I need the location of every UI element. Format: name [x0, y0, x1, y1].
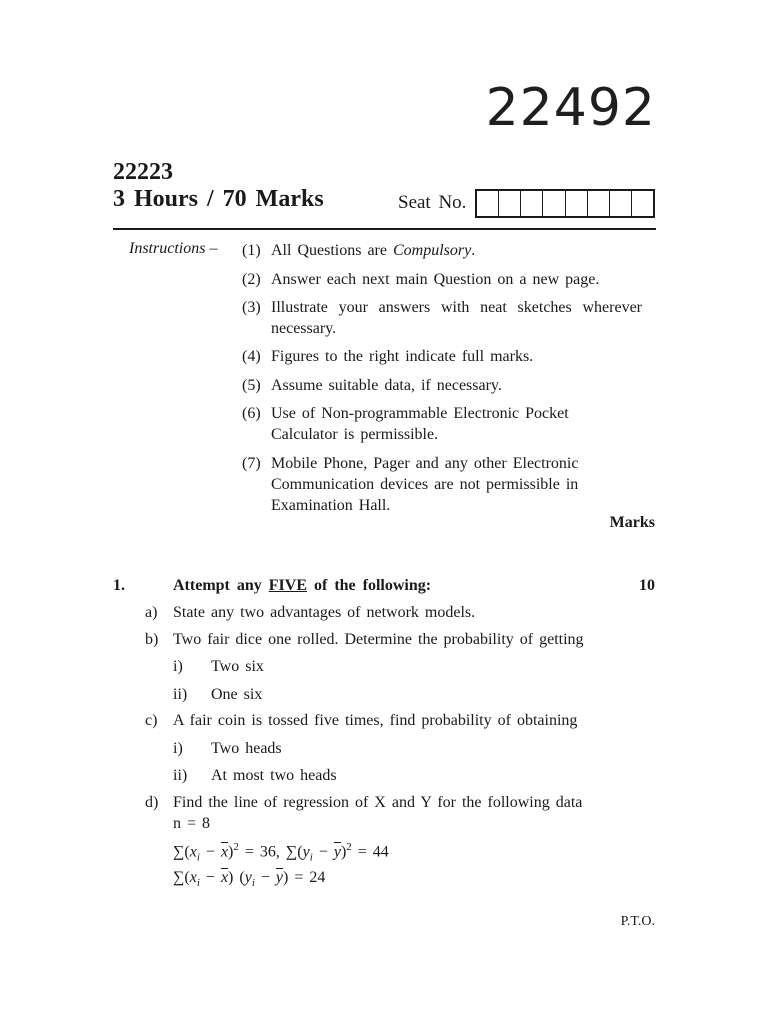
subquestion-text: State any two advantages of network models. — [173, 604, 476, 621]
seat-number-label: Seat No. — [398, 192, 467, 213]
subquestion-label: d) — [145, 794, 159, 811]
instruction-text: Figures to the right indicate full marks. — [271, 348, 534, 365]
question-number: 1. — [113, 577, 125, 594]
instruction-item — [242, 403, 612, 445]
part-text: One six — [211, 686, 263, 703]
instruction-number: (3) — [242, 299, 261, 316]
subquestion-text: Two fair dice one rolled. Determine the probability of getting — [173, 631, 584, 648]
instruction-number: (2) — [242, 271, 261, 288]
instruction-item — [242, 269, 642, 290]
instruction-number: (6) — [242, 405, 261, 422]
duration-marks: 3 Hours / 70 Marks — [113, 186, 324, 212]
part-text: Two heads — [211, 740, 282, 757]
instruction-item — [242, 453, 612, 516]
page-turn-over: P.T.O. — [620, 914, 655, 929]
instruction-text: Illustrate your answers with neat sketches wherever necessary. — [271, 299, 642, 337]
part-label: ii) — [173, 686, 188, 703]
marks-column-heading: Marks — [609, 514, 655, 531]
part-text: At most two heads — [211, 767, 337, 784]
paper-code: 22492 — [485, 78, 656, 138]
subject-code: 22223 — [113, 159, 173, 185]
part-label: i) — [173, 740, 183, 757]
instruction-text: Use of Non-programmable Electronic Pocket Calculator is permissible. — [271, 405, 569, 443]
part-text: Two six — [211, 658, 264, 675]
instruction-number: (5) — [242, 377, 261, 394]
instruction-item — [242, 297, 642, 339]
seat-number-boxes — [475, 189, 655, 218]
subquestion-label: a) — [145, 604, 158, 621]
question-heading: Attempt any FIVE of the following: — [173, 577, 432, 594]
instruction-text: All Questions are Compulsory. — [271, 242, 476, 259]
subquestion-label: b) — [145, 631, 159, 648]
formula-sum-of-squares: $\sum(x_i - \overline{x})^2 = 36$, $\sum(y_i - \overline{y})^2 = 44$ — [173, 841, 389, 864]
instruction-number: (4) — [242, 348, 261, 365]
part-label: i) — [173, 658, 183, 675]
instruction-item — [242, 240, 642, 261]
subquestion-text: A fair coin is tossed five times, find probability of obtaining — [173, 712, 578, 729]
subquestion-label: c) — [145, 712, 158, 729]
sample-size: n = 8 — [173, 815, 211, 832]
instruction-text: Mobile Phone, Pager and any other Electronic Communication devices are not permissible in Examination Hall. — [271, 455, 579, 514]
instruction-item — [242, 346, 642, 367]
subquestion-text: Find the line of regression of X and Y for the following data — [173, 794, 583, 811]
question-marks: 10 — [639, 577, 655, 594]
instruction-text: Answer each next main Question on a new page. — [271, 271, 600, 288]
formula-sum-of-products: $\sum(x_i - \overline{x}) (y_i - \overline{y}) = 24$ — [173, 869, 326, 890]
instruction-number: (1) — [242, 242, 261, 259]
header-divider — [113, 228, 656, 230]
instruction-item — [242, 375, 642, 396]
instruction-number: (7) — [242, 455, 261, 472]
instruction-text: Assume suitable data, if necessary. — [271, 377, 502, 394]
instructions-heading: Instructions – — [129, 240, 218, 257]
part-label: ii) — [173, 767, 188, 784]
